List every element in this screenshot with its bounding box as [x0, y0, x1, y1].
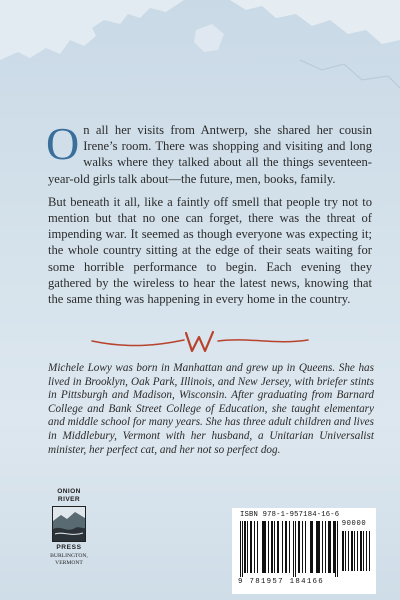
publisher-line-2: RIVER	[57, 495, 81, 503]
publisher-location	[46, 553, 92, 566]
barcode-bar	[244, 521, 246, 573]
publisher-city: BURLINGTON,	[50, 553, 88, 559]
barcode-addon-bar	[354, 531, 355, 571]
barcode-bar	[305, 521, 306, 573]
barcode-bar	[271, 521, 273, 573]
barcode-bar	[250, 521, 252, 573]
publisher-logo	[46, 488, 92, 588]
barcode-bar	[312, 521, 313, 573]
barcode-bar	[282, 521, 283, 573]
barcode-bar	[310, 521, 312, 573]
barcode-bar	[316, 521, 318, 573]
barcode-bar	[325, 521, 326, 573]
w-monogram-icon	[186, 332, 213, 351]
barcode-bar	[247, 521, 248, 573]
barcode-bar	[293, 521, 294, 577]
ornament-swash-left	[92, 340, 184, 346]
barcode-digits: 9 781957 184166	[238, 578, 325, 586]
map-landmass-east	[230, 0, 400, 44]
drop-cap: O	[46, 118, 80, 169]
blurb-paragraph-1-text: n all her visits from Antwerp, she shared her cousin Irene’s room. There was shopping and visiting and long walks where they talked about all the things seventeen-year-old girls talk about—the future, men, books, family.	[48, 123, 372, 186]
barcode-bar	[335, 521, 336, 577]
publisher-state: VERMONT	[55, 559, 83, 566]
barcode-bar	[274, 521, 275, 573]
barcode-addon-bar	[369, 531, 370, 571]
blurb-paragraph-2: But beneath it all, like a faintly off smell that people try not to mention but that no one can forget, there was the threat of impending war. It seemed as though everyone was expecting it; the whole country sitting at the edge of their seats waiting for some horrible performance to begin. Each evening they gathered by the wireless to hear the latest news, knowing that the same thing was happening in every home in the country.	[48, 194, 372, 307]
map-island	[194, 24, 224, 52]
barcode-bar	[240, 521, 241, 577]
ornament-swash-right	[218, 340, 308, 342]
ornament-divider	[80, 327, 320, 357]
barcode-addon-bar	[345, 531, 346, 571]
barcode-bar	[268, 521, 269, 573]
barcode-bar	[289, 521, 290, 573]
publisher-line-3: PRESS	[56, 544, 82, 551]
barcode-addon-bar	[351, 531, 353, 571]
barcode-bar	[330, 521, 331, 573]
barcode-addon-digits: 90000	[341, 520, 367, 528]
barcode-bar	[295, 521, 296, 577]
barcode-bar	[285, 521, 287, 573]
barcode-bar	[264, 521, 266, 573]
barcode-bar	[337, 521, 338, 577]
back-cover-blurb	[46, 118, 372, 314]
barcode-addon-bar	[360, 531, 362, 571]
barcode-bar	[277, 521, 279, 573]
barcode-bar	[242, 521, 243, 577]
barcode-bar	[328, 521, 330, 573]
map-coastline	[300, 60, 400, 88]
publisher-name-top	[46, 488, 92, 503]
barcode-addon-bar	[363, 531, 364, 571]
barcode-addon-bar	[342, 531, 344, 571]
barcode-bars	[238, 521, 370, 579]
barcode-bar	[318, 521, 320, 573]
barcode-bar	[262, 521, 264, 573]
isbn-text: ISBN 978-1-957184-16-6	[240, 511, 340, 519]
isbn-barcode	[232, 508, 376, 594]
barcode-bar	[322, 521, 323, 573]
blurb-paragraph-1	[46, 118, 372, 187]
barcode-addon-bar	[366, 531, 367, 571]
river-landscape-icon	[53, 507, 85, 541]
publisher-emblem	[52, 506, 86, 542]
author-bio: Michele Lowy was born in Manhattan and grew up in Queens. She has lived in Brooklyn, Oak Park, Illinois, and New Jersey, with briefer stints in Pittsburgh and Madison, Wisconsin. After graduating from Barnard College and Bank Street College of Education, she taught elementary and middle school for many years. She has three adult children and lives in Middlebury, Vermont with her husband, a Unitarian Universalist minister, her perfect cat, and her not so perfect dog.	[48, 362, 374, 456]
barcode-addon-bar	[357, 531, 358, 571]
barcode-bar	[302, 521, 303, 573]
map-landmass-west	[0, 0, 184, 60]
barcode-bar	[257, 521, 258, 573]
barcode-bar	[333, 521, 335, 573]
barcode-addon-bar	[348, 531, 349, 571]
publisher-line-1: ONION	[57, 488, 81, 495]
barcode-bar	[298, 521, 300, 573]
barcode-bar	[254, 521, 255, 573]
